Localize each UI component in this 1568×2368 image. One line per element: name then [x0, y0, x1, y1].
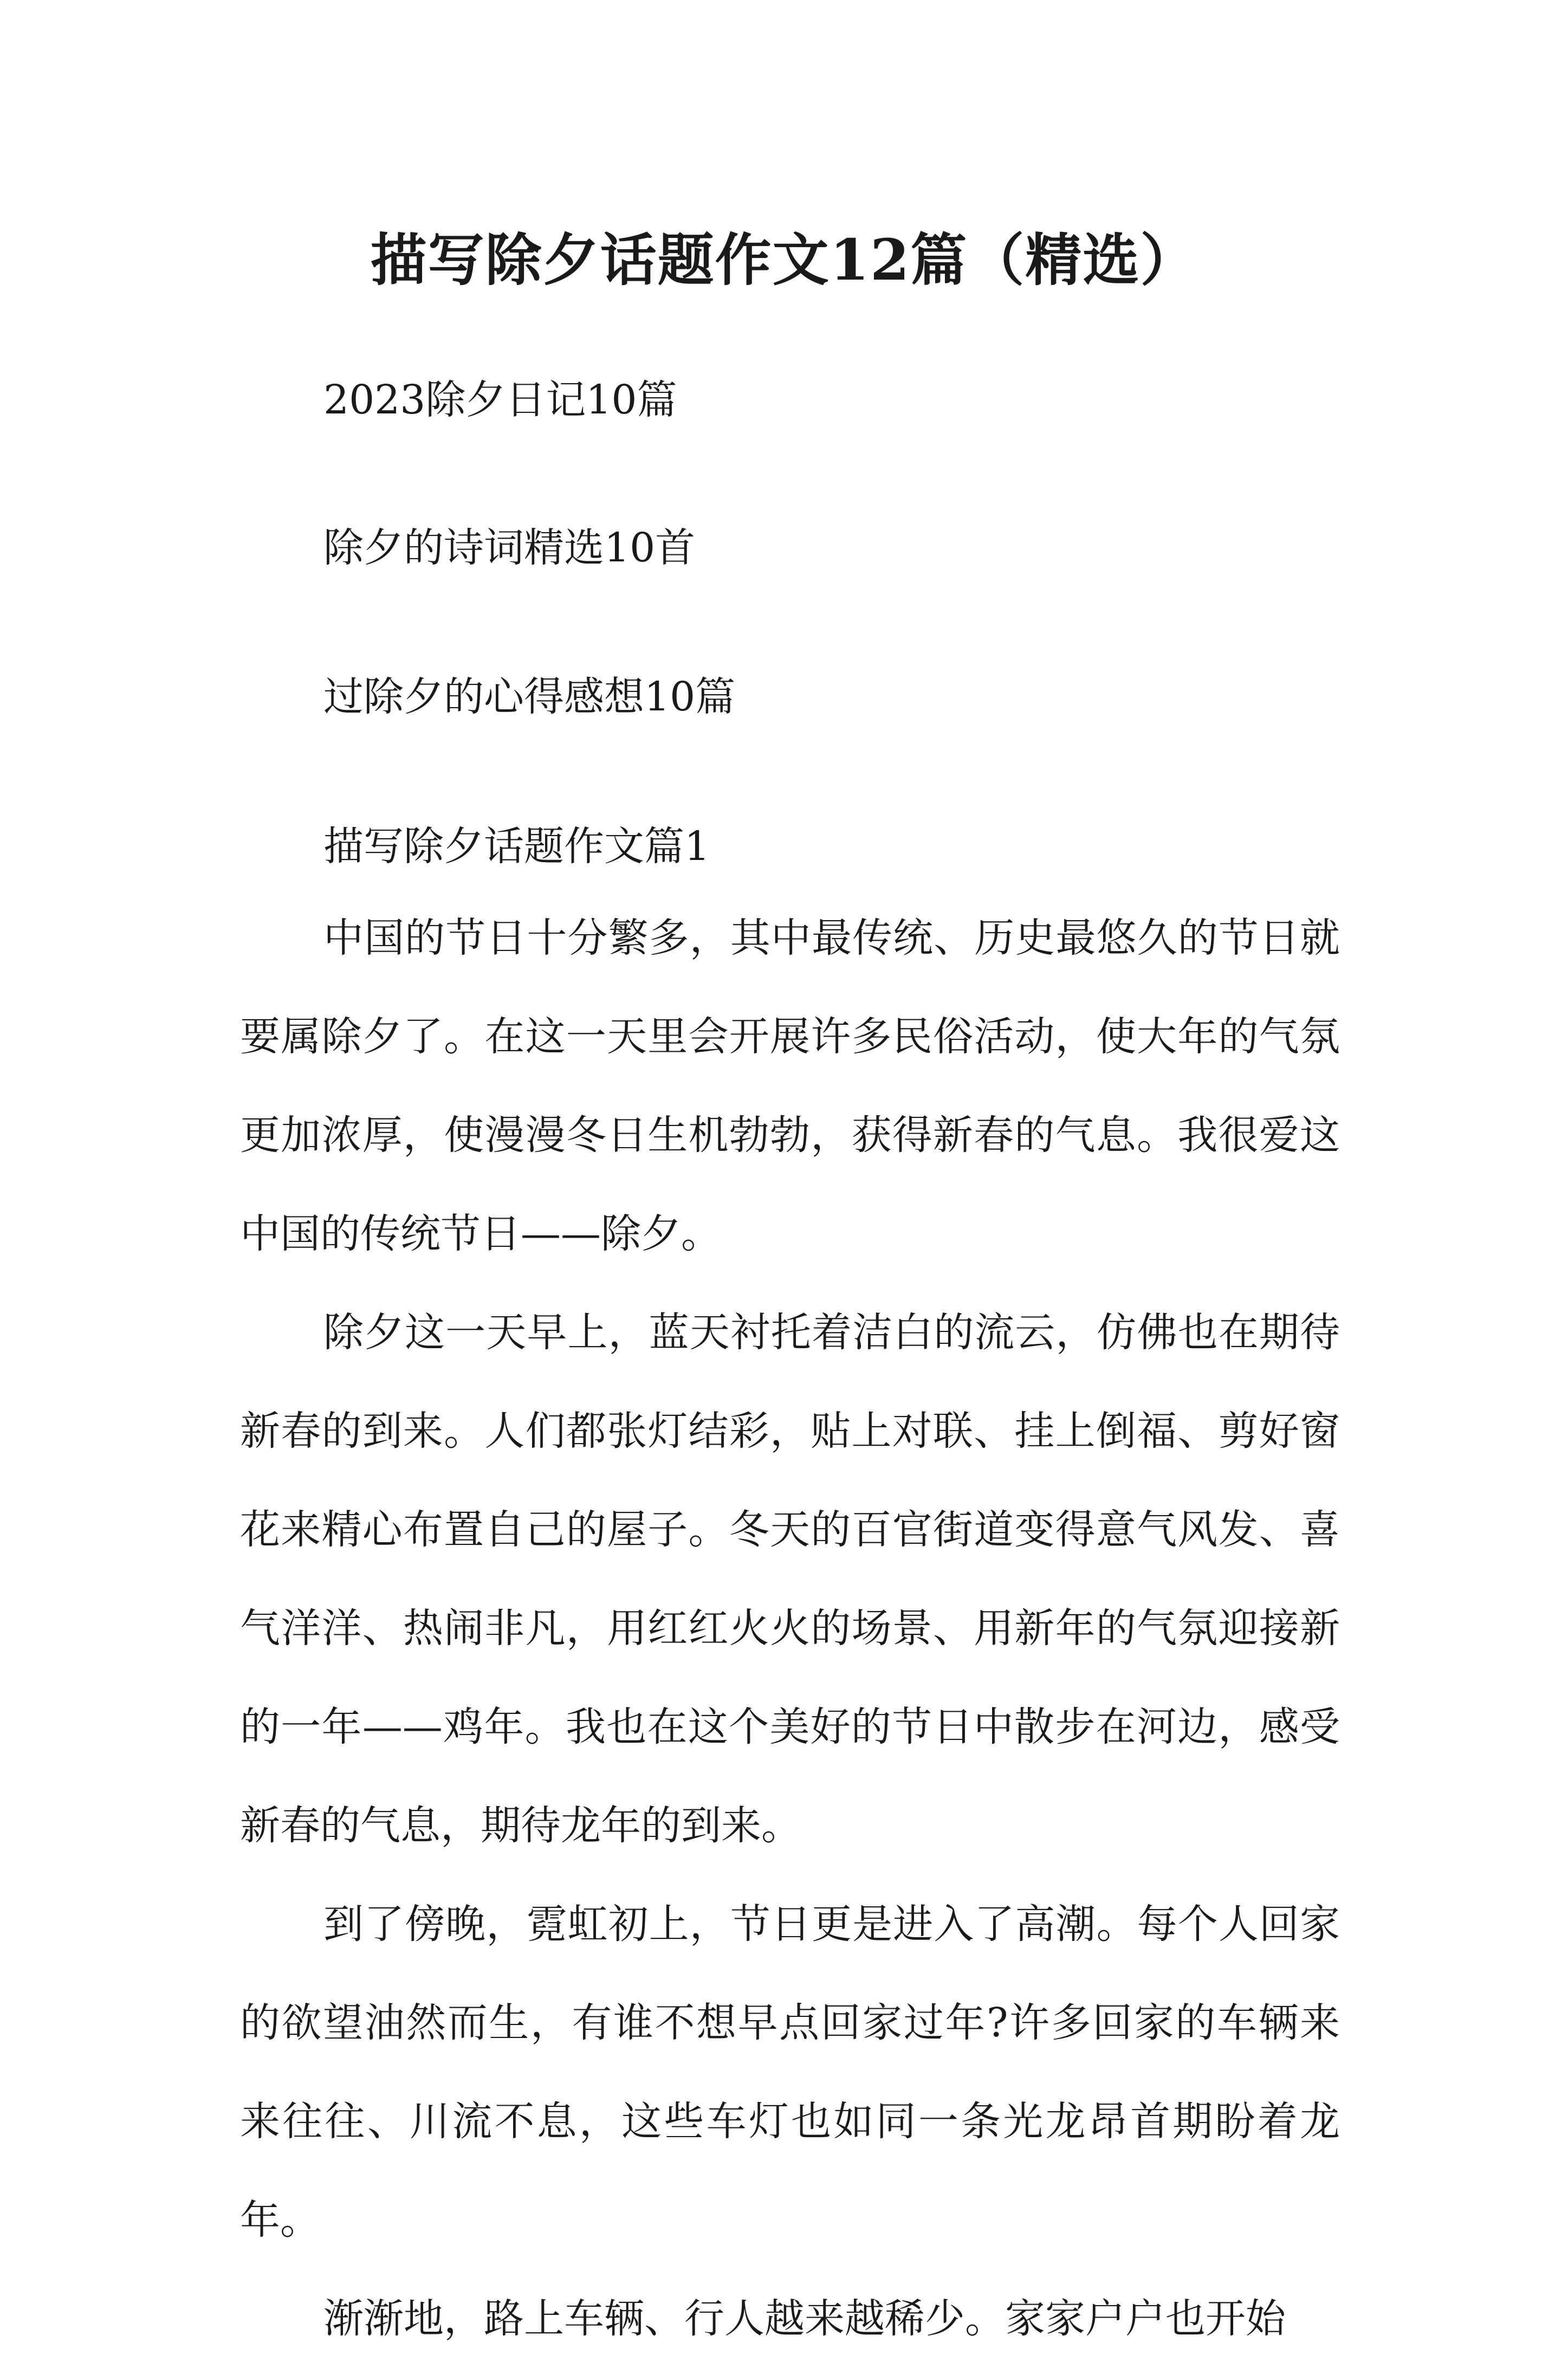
document-title: 描写除夕话题作文12篇（精选）: [370, 226, 1198, 293]
related-link-poems[interactable]: 除夕的诗词精选10首: [323, 525, 696, 571]
related-link-reflections[interactable]: 过除夕的心得感想10篇: [323, 674, 736, 720]
paragraph-1: 中国的节日十分繁多，其中最传统、历史最悠久的节日就要属除夕了。在这一天里会开展许多民俗活动，使大年的气氛更加浓厚，使漫漫冬日生机勃勃，获得新春的气息。我很爱这中国的传统节日——除夕。: [240, 915, 1340, 1257]
paragraph-2: 除夕这一天早上，蓝天衬托着洁白的流云，仿佛也在期待新春的到来。人们都张灯结彩，贴上对联、挂上倒福、剪好窗花来精心布置自己的屋子。冬天的百官街道变得意气风发、喜气洋洋、热闹非凡，用红红火火的场景、用新年的气氛迎接新的一年——鸡年。我也在这个美好的节日中散步在河边，感受新春的气息，期待龙年的到来。: [240, 1309, 1340, 1849]
article-body: [240, 889, 1340, 2368]
section-heading: 描写除夕话题作文篇1: [323, 823, 710, 870]
paragraph-4: 渐渐地，路上车辆、行人越来越稀少。家家户户也开始: [323, 2295, 1286, 2342]
paragraph-3: 到了傍晚，霓虹初上，节日更是进入了高潮。每个人回家的欲望油然而生，有谁不想早点回家过年?许多回家的车辆来来往往、川流不息，这些车灯也如同一条光龙昂首期盼着龙年。: [240, 1901, 1340, 2243]
related-link-diary[interactable]: 2023除夕日记10篇: [323, 377, 677, 423]
